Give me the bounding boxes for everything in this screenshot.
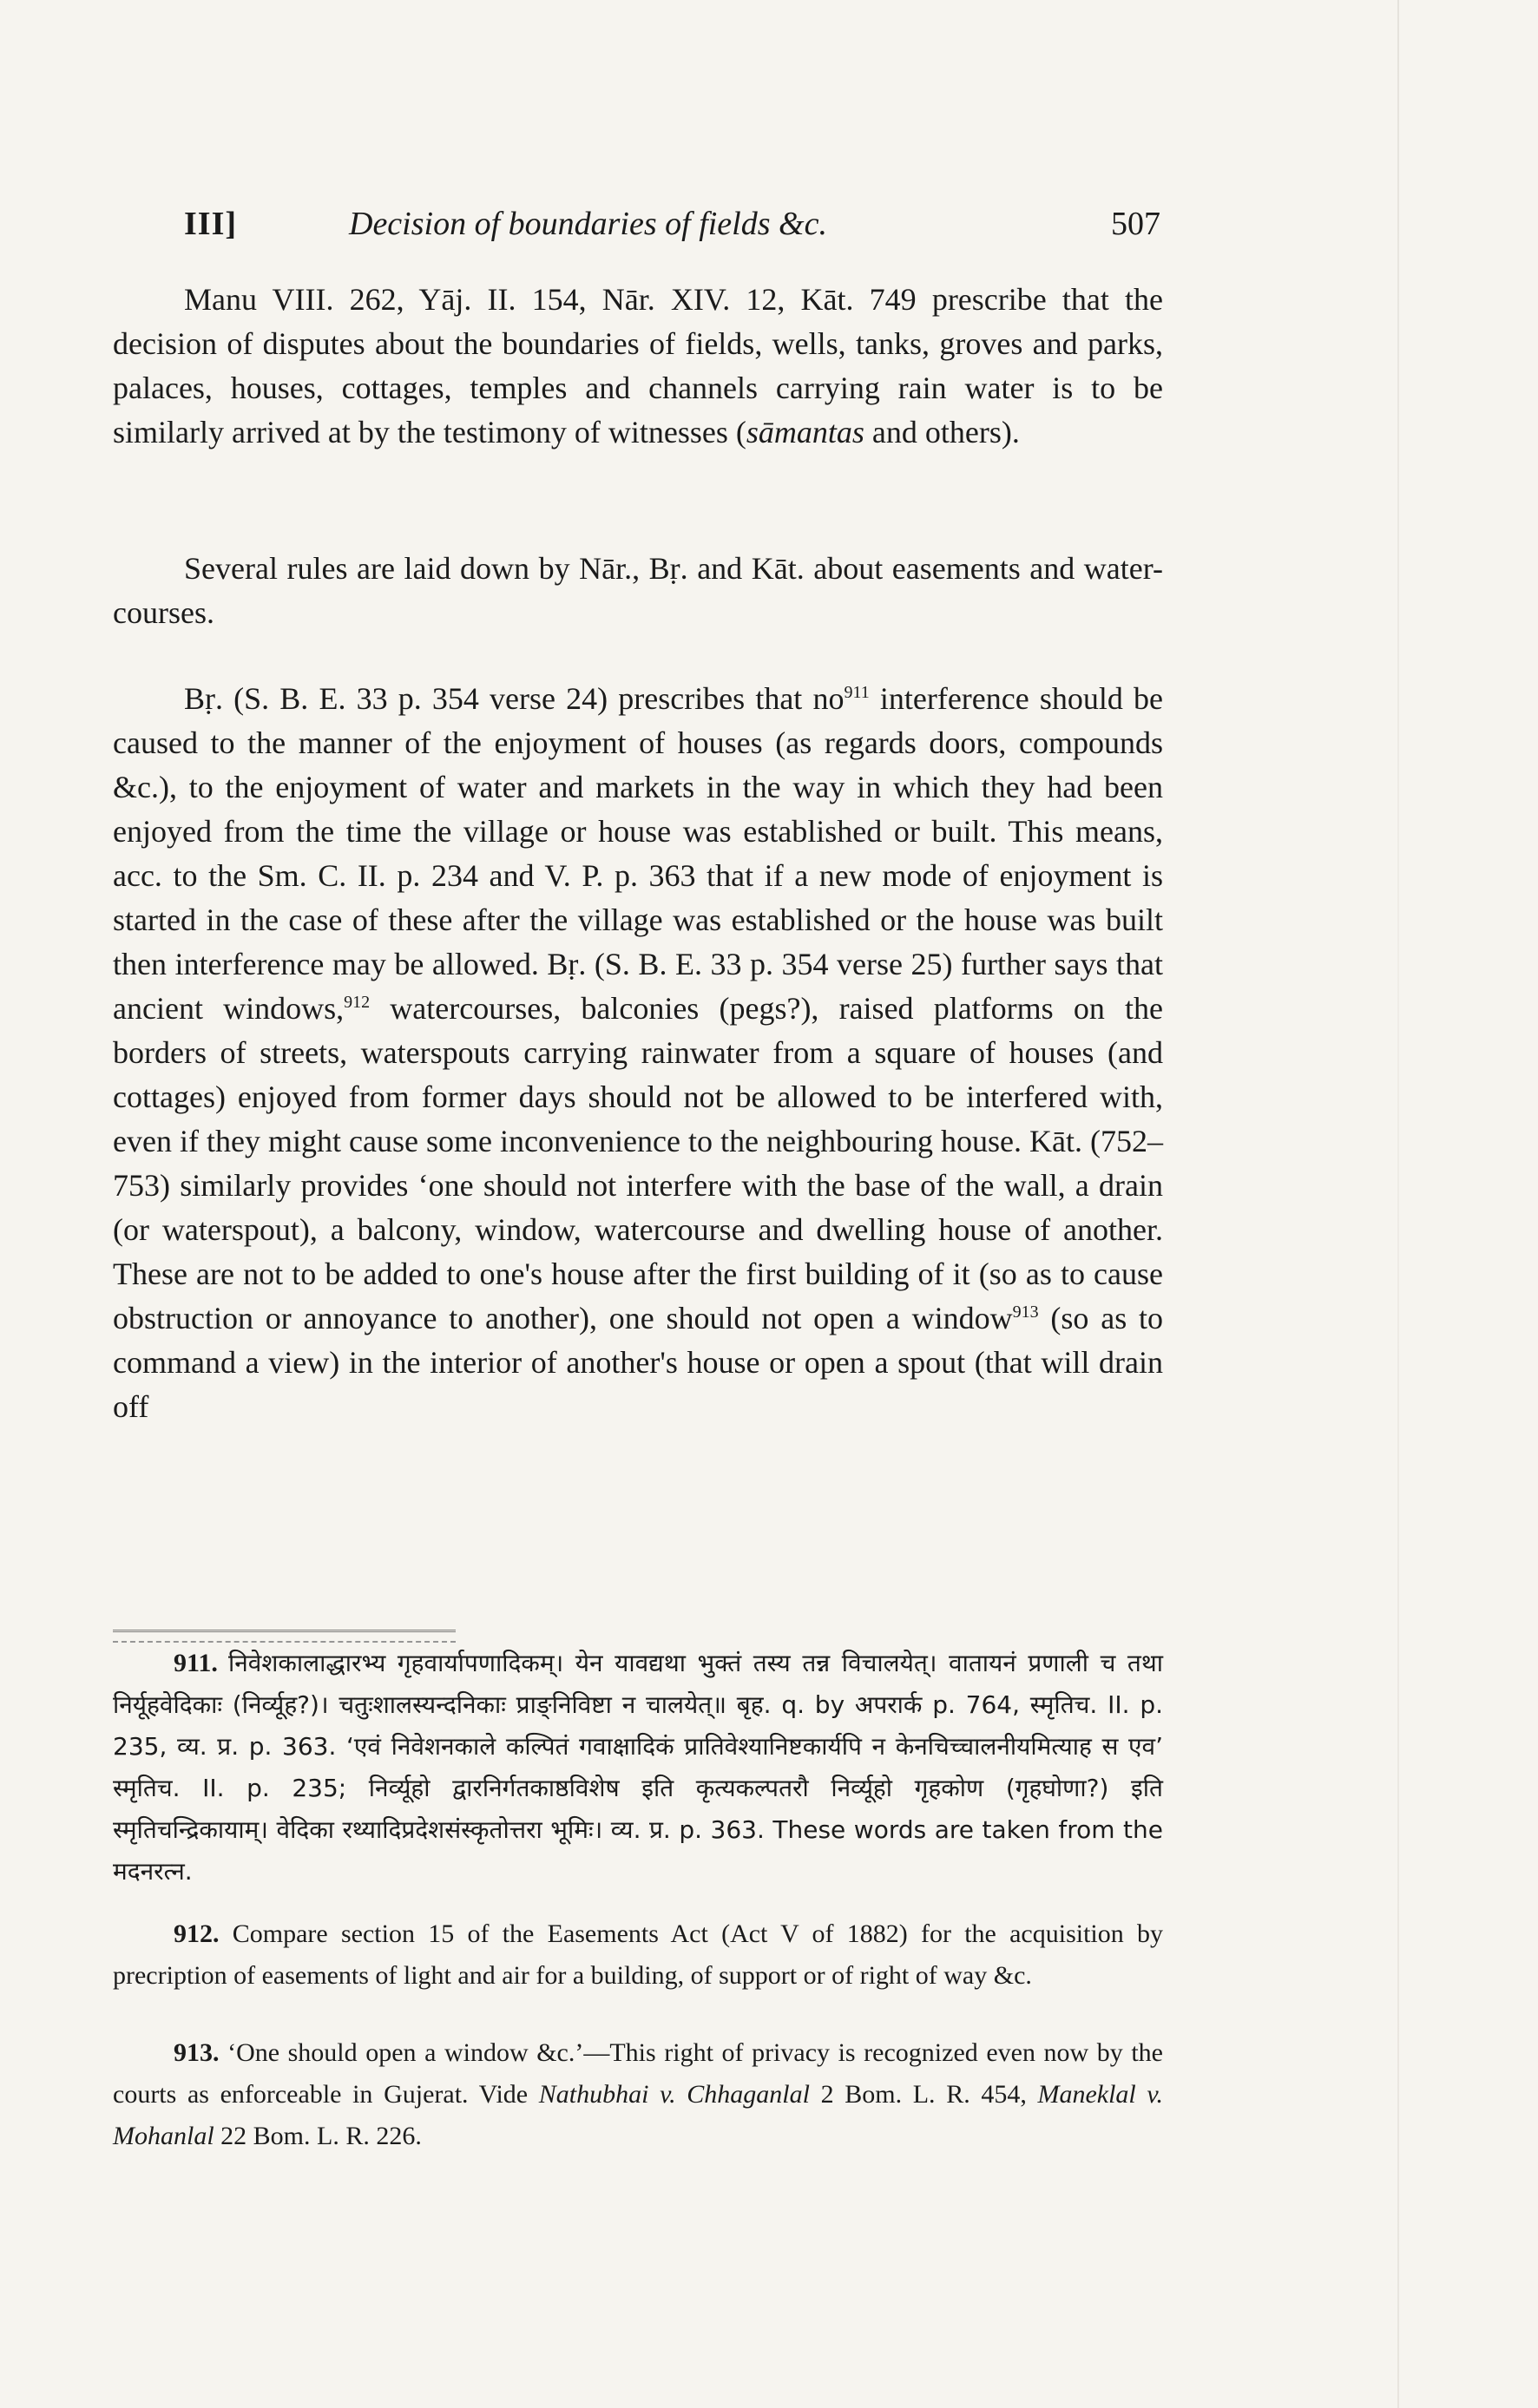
footnote-text: निवेशकालाद्धारभ्य गृहवार्यापणादिकम्। येन यावद्यथा भुक्तं तस्य तन्न विचालयेत्। वातायनं प्रणाली च तथा निर्यूहवेदिकाः (निर्व्यूह?)। चतुःशालस्यन्दनिकाः प्राङ्निविष्टा न चालयेत्॥ बृह. q. by अपरार्क p. 764, स्मृतिच. II. p. 235, व्य. प्र. p. 363. ‘एवं निवेशनकाले कल्पितं गवाक्षादिकं प्रातिवेश्यानिष्टकार्यपि न केनचिच्चालनीयमित्याह स एव’ स्मृतिच. II. p. 235; निर्व्यूहो द्वारनिर्गतकाष्ठविशेष इति कृत्यकल्पतरौ निर्व्यूहो गृहकोण (गृहघोणा?) इति स्मृतिचन्द्रिकायाम्। वेदिका रथ्यादिप्रदेशसंस्कृतोत्तरा भूमिः। व्य. प्र. p. 363. These words are taken from the मदनरत्न. [113,1649,1164,1886]
paragraph-text: watercourses, balconies (pegs?), raised platforms on the borders of streets, waterspouts carrying rainwater from a square of houses (and cottages) enjoyed from former days should not be allowed to be interfered with, even if they might cause some inconvenience to the neighbouring house. Kāt. (752–753) similarly provides ‘one should not interfere with the base of the wall, a drain (or waterspout), a balcony, window, watercourse and dwelling house of another. These are not to be added to one's house after the first building of it (so as to cause obstruction or annoyance to another), one should not open a window [113,991,1163,1335]
paragraph-text: (so as to command a view) in the interior of another's house or open a spout (that will drain off [113,1301,1163,1424]
footnote-ref-911[interactable]: 911 [844,683,870,702]
paragraph-easements: Several rules are laid down by Nār., Bṛ. and Kāt. about easements and water-courses. [113,551,1163,630]
footnote-text: 22 Bom. L. R. 226. [214,2122,422,2150]
paragraph-text: and others). [864,415,1020,449]
footnote-911 [113,1643,1163,1893]
chapter-marker: III] [184,206,238,242]
running-header [184,205,1160,248]
footnote-number: 912. [174,1919,220,1948]
footnote-text: Compare section 15 of the Easements Act (Act V of 1882) for the acquisition by precription of easements of light and air for a building, of support or of right of way &c. [113,1919,1164,1990]
case-citation: Maneklal v. Mohanlal [113,2080,1163,2150]
footnote-ref-912[interactable]: 912 [344,993,371,1012]
footnote-number: 911. [174,1649,218,1677]
footnote-912 [113,1913,1163,1997]
paragraph-text: interference should be caused to the manner of the enjoyment of houses (as regards doors, compounds &c.), to the enjoyment of water and markets in the way in which they had been enjoyed from the time the village or house was established or built. This means, acc. to the Sm. C. II. p. 234 and V. P. p. 363 that if a new mode of enjoyment is started in the case of these after the village was established or the house was built then interference may be allowed. Bṛ. (S. B. E. 33 p. 354 verse 25) further says that ancient windows, [113,681,1163,1026]
italic-term: sāmantas [746,415,864,449]
page-number: 507 [1111,206,1160,242]
footnote-number: 913. [174,2038,220,2067]
footnote-text: ‘One should open a window &c.’—This right of privacy is recognized even now by the courts as enforceable in Gujerat. Vide [113,2038,1164,2109]
paragraph-text: Manu VIII. 262, Yāj. II. 154, Nār. XIV. 12, Kāt. 749 prescribe that the decision of disputes about the boundaries of fields, wells, tanks, groves and parks, palaces, houses, cottages, temples and channels carrying rain water is to be similarly arrived at by the testimony of witnesses ( [113,282,1163,449]
footnote-913 [113,2032,1163,2157]
case-citation: Nathubhai v. Chhaganlal [538,2080,810,2109]
running-title: Decision of boundaries of fields &c. [349,206,827,242]
page-edge-shadow [1397,0,1399,2408]
footnote-separator [113,1630,456,1643]
footnote-ref-913[interactable]: 913 [1012,1302,1039,1322]
paragraph-manu [113,278,1163,455]
paragraph-brihaspati [113,677,1163,1429]
paragraph-text: Bṛ. (S. B. E. 33 p. 354 verse 24) prescribes that no [184,681,845,716]
footnote-text: 2 Bom. L. R. 454, [809,2080,1038,2109]
